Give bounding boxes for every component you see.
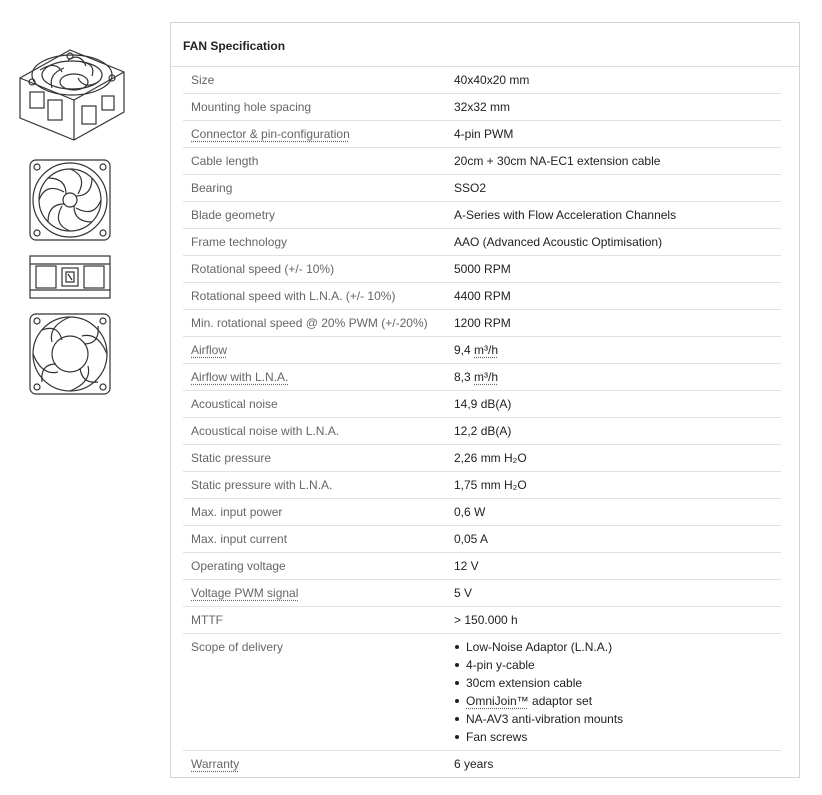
list-item: 4-pin y-cable bbox=[454, 656, 623, 674]
spec-label: Acoustical noise bbox=[191, 397, 278, 411]
list-item: Fan screws bbox=[454, 728, 623, 746]
spec-row-size bbox=[183, 67, 781, 94]
list-item bbox=[454, 692, 623, 710]
spec-value: 6 years bbox=[454, 757, 494, 771]
spec-row-airflow bbox=[183, 337, 781, 364]
spec-row-rotational-speed-10 bbox=[183, 256, 781, 283]
spec-label: Size bbox=[191, 73, 215, 87]
spec-row-voltage-pwm-signal bbox=[183, 580, 781, 607]
list-item: 30cm extension cable bbox=[454, 674, 623, 692]
spec-row-acoustical-noise-with-l-n-a bbox=[183, 418, 781, 445]
spec-value bbox=[454, 337, 498, 364]
fan-front-icon[interactable] bbox=[28, 158, 112, 242]
spec-row-acoustical-noise bbox=[183, 391, 781, 418]
spec-value: 5 V bbox=[454, 586, 473, 600]
spec-row-bearing bbox=[183, 175, 781, 202]
spec-value: 1200 RPM bbox=[454, 316, 511, 330]
spec-value: > 150.000 h bbox=[454, 613, 518, 627]
spec-value: 20cm + 30cm NA-EC1 extension cable bbox=[454, 154, 661, 168]
spec-label: Static pressure with L.N.A. bbox=[191, 478, 333, 492]
spec-row-blade-geometry bbox=[183, 202, 781, 229]
spec-value bbox=[454, 364, 498, 391]
spec-label: Frame technology bbox=[191, 235, 288, 249]
spec-label[interactable]: Airflow with L.N.A. bbox=[191, 370, 289, 384]
spec-row-airflow-with-l-n-a bbox=[183, 364, 781, 391]
spec-value: A-Series with Flow Acceleration Channels bbox=[454, 208, 677, 222]
spec-value: 4400 RPM bbox=[454, 289, 511, 303]
fan-side-icon[interactable] bbox=[28, 254, 112, 300]
thumbnail-gallery bbox=[0, 0, 140, 795]
spec-value: 2,26 mm H₂O bbox=[454, 451, 527, 465]
spec-label: Acoustical noise with L.N.A. bbox=[191, 424, 340, 438]
spec-label: Min. rotational speed @ 20% PWM (+/-20%) bbox=[191, 316, 428, 330]
spec-value-number: 9,4 bbox=[454, 343, 471, 357]
spec-row-operating-voltage bbox=[183, 553, 781, 580]
spec-label: Static pressure bbox=[191, 451, 272, 465]
spec-label[interactable]: Warranty bbox=[191, 757, 240, 771]
omnijoin-link[interactable]: OmniJoin™ bbox=[466, 694, 529, 708]
spec-value: AAO (Advanced Acoustic Optimisation) bbox=[454, 235, 663, 249]
spec-row-mttf bbox=[183, 607, 781, 634]
spec-row-scope-of-delivery bbox=[183, 634, 781, 751]
list-item: Low-Noise Adaptor (L.N.A.) bbox=[454, 638, 623, 656]
spec-row-min-rotational-speed-20-pwm-20 bbox=[183, 310, 781, 337]
spec-value: 1,75 mm H₂O bbox=[454, 478, 527, 492]
fan-back-icon[interactable] bbox=[28, 312, 112, 396]
spec-value-number: 8,3 bbox=[454, 370, 471, 384]
spec-row-connector-pin-configuration bbox=[183, 121, 781, 148]
spec-panel bbox=[170, 22, 800, 778]
scope-list bbox=[454, 638, 623, 746]
unit-link[interactable]: m³/h bbox=[474, 370, 499, 384]
spec-value: 0,05 A bbox=[454, 532, 489, 546]
spec-row-rotational-speed-with-l-n-a-10 bbox=[183, 283, 781, 310]
list-item-text: adaptor set bbox=[528, 694, 593, 708]
spec-row-max-input-current bbox=[183, 526, 781, 553]
spec-value: 32x32 mm bbox=[454, 100, 511, 114]
spec-row-max-input-power bbox=[183, 499, 781, 526]
spec-label: Rotational speed (+/- 10%) bbox=[191, 262, 335, 276]
spec-value: 12,2 dB(A) bbox=[454, 424, 512, 438]
spec-label[interactable]: Airflow bbox=[191, 343, 228, 357]
spec-label: Blade geometry bbox=[191, 208, 276, 222]
spec-row-cable-length bbox=[183, 148, 781, 175]
spec-value: 12 V bbox=[454, 559, 479, 573]
spec-label: Mounting hole spacing bbox=[191, 100, 312, 114]
spec-label[interactable]: Voltage PWM signal bbox=[191, 586, 299, 600]
spec-label: Bearing bbox=[191, 181, 233, 195]
spec-value: SSO2 bbox=[454, 181, 487, 195]
spec-table bbox=[183, 67, 781, 778]
spec-label: Scope of delivery bbox=[191, 640, 284, 654]
spec-value: 0,6 W bbox=[454, 505, 486, 519]
fan-perspective-icon[interactable] bbox=[12, 42, 130, 148]
spec-label: Rotational speed with L.N.A. (+/- 10%) bbox=[191, 289, 396, 303]
list-item: NA-AV3 anti-vibration mounts bbox=[454, 710, 623, 728]
spec-value: 14,9 dB(A) bbox=[454, 397, 512, 411]
spec-value: 4-pin PWM bbox=[454, 127, 514, 141]
spec-row-warranty bbox=[183, 751, 781, 778]
spec-label: Cable length bbox=[191, 154, 259, 168]
unit-link[interactable]: m³/h bbox=[474, 343, 499, 357]
spec-label[interactable]: Connector & pin-configuration bbox=[191, 127, 350, 141]
spec-value: 40x40x20 mm bbox=[454, 73, 530, 87]
spec-label: Operating voltage bbox=[191, 559, 286, 573]
spec-row-static-pressure-with-l-n-a bbox=[183, 472, 781, 499]
panel-title: FAN Specification bbox=[171, 23, 799, 67]
spec-value: 5000 RPM bbox=[454, 262, 511, 276]
spec-label: MTTF bbox=[191, 613, 223, 627]
spec-row-frame-technology bbox=[183, 229, 781, 256]
spec-label: Max. input current bbox=[191, 532, 288, 546]
spec-row-static-pressure bbox=[183, 445, 781, 472]
spec-label: Max. input power bbox=[191, 505, 283, 519]
spec-row-mounting-hole-spacing bbox=[183, 94, 781, 121]
